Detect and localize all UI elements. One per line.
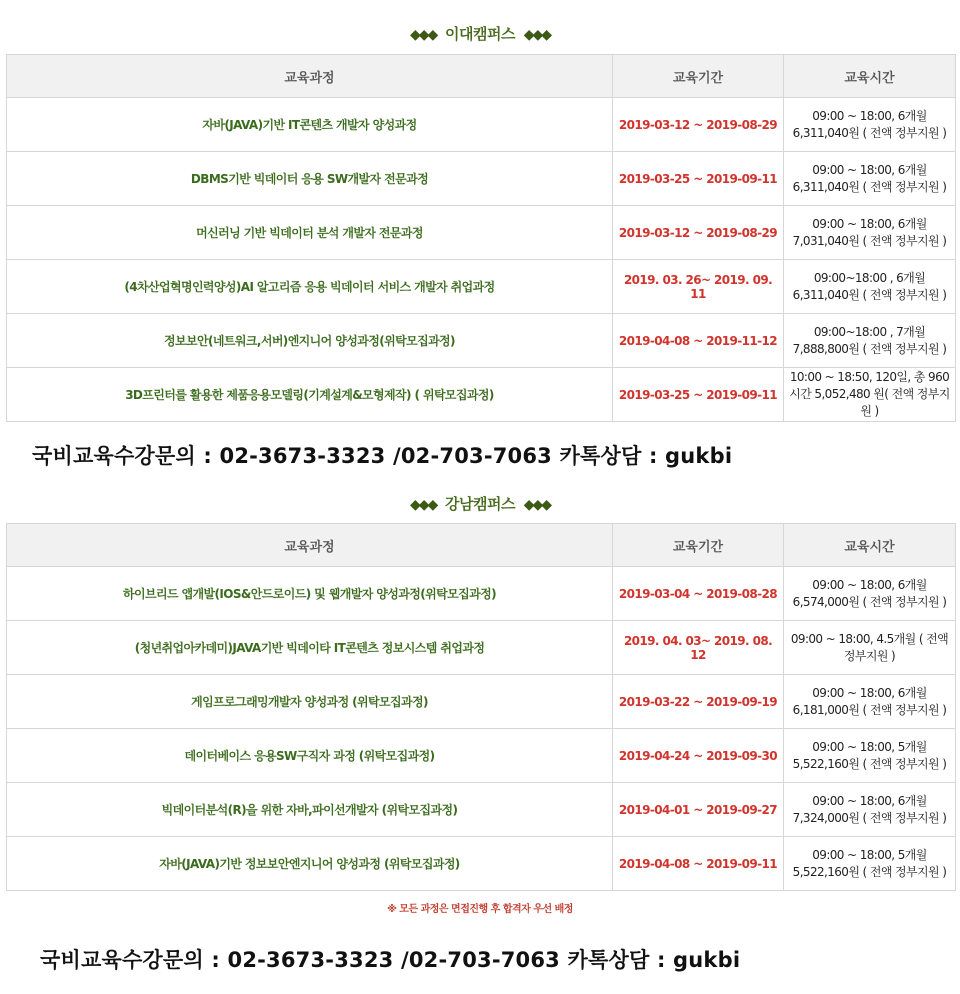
column-header-course: 교육과정	[7, 55, 613, 98]
campus-heading-gangnam	[0, 493, 960, 514]
campus-heading-idae	[0, 23, 960, 44]
table-row	[7, 729, 956, 783]
course-period: 2019-04-01 ~ 2019-09-27	[613, 783, 784, 837]
course-time: 09:00 ~ 18:00, 6개월 6,181,000원 ( 전액 정부지원 )	[784, 675, 956, 729]
course-time: 09:00 ~ 18:00, 5개월 5,522,160원 ( 전액 정부지원 )	[784, 729, 956, 783]
diamond-decoration-icon: ◆◆◆	[409, 27, 437, 43]
course-time: 09:00~18:00 , 7개월 7,888,800원 ( 전액 정부지원 )	[784, 314, 956, 368]
table-row	[7, 837, 956, 891]
table-row	[7, 675, 956, 729]
column-header-time: 교육시간	[784, 55, 956, 98]
course-name: 게임프로그래밍개발자 양성과정 (위탁모집과정)	[7, 675, 613, 729]
table-row	[7, 567, 956, 621]
course-period: 2019-04-24 ~ 2019-09-30	[613, 729, 784, 783]
table-row	[7, 152, 956, 206]
course-time: 09:00 ~ 18:00, 4.5개월 ( 전액 정부지원 )	[784, 621, 956, 675]
course-time: 09:00 ~ 18:00, 6개월 6,311,040원 ( 전액 정부지원 )	[784, 98, 956, 152]
course-name: 하이브리드 앱개발(IOS&안드로이드) 및 웹개발자 양성과정(위탁모집과정)	[7, 567, 613, 621]
campus-title: 강남캠퍼스	[445, 495, 515, 513]
diamond-decoration-icon: ◆◆◆	[523, 27, 551, 43]
course-period: 2019. 04. 03~ 2019. 08. 12	[613, 621, 784, 675]
course-period: 2019-03-25 ~ 2019-09-11	[613, 368, 784, 422]
campus-title: 이대캠퍼스	[445, 25, 515, 43]
course-name: 자바(JAVA)기반 정보보안엔지니어 양성과정 (위탁모집과정)	[7, 837, 613, 891]
course-period: 2019-03-04 ~ 2019-08-28	[613, 567, 784, 621]
course-time: 09:00 ~ 18:00, 6개월 7,031,040원 ( 전액 정부지원 )	[784, 206, 956, 260]
table-row	[7, 783, 956, 837]
course-period: 2019-03-25 ~ 2019-09-11	[613, 152, 784, 206]
course-table-idae	[6, 54, 956, 422]
interview-note: ※ 모든 과정은 면접진행 후 합격자 우선 배정	[387, 904, 573, 915]
column-header-course: 교육과정	[7, 524, 613, 567]
table-header-row	[7, 55, 956, 98]
course-table-gangnam	[6, 523, 956, 891]
course-period: 2019-03-12 ~ 2019-08-29	[613, 206, 784, 260]
course-name: (4차산업혁명인력양성)AI 알고리즘 응용 빅데이터 서비스 개발자 취업과정	[7, 260, 613, 314]
contact-info: 국비교육수강문의 : 02-3673-3323 /02-703-7063 카톡상담 : gukbi	[40, 948, 741, 972]
table-row	[7, 621, 956, 675]
course-time: 09:00 ~ 18:00, 6개월 6,311,040원 ( 전액 정부지원 )	[784, 152, 956, 206]
table-row	[7, 368, 956, 422]
course-name: 3D프린터를 활용한 제품응용모델링(기계설계&모형제작) ( 위탁모집과정)	[7, 368, 613, 422]
course-period: 2019. 03. 26~ 2019. 09. 11	[613, 260, 784, 314]
course-name: 빅데이터분석(R)을 위한 자바,파이선개발자 (위탁모집과정)	[7, 783, 613, 837]
column-header-time: 교육시간	[784, 524, 956, 567]
course-name: 머신러닝 기반 빅데이터 분석 개발자 전문과정	[7, 206, 613, 260]
course-time: 09:00 ~ 18:00, 5개월 5,522,160원 ( 전액 정부지원 )	[784, 837, 956, 891]
table-row	[7, 206, 956, 260]
course-time: 10:00 ~ 18:50, 120일, 총 960시간 5,052,480 원( 전액 정부지원 )	[784, 368, 956, 422]
course-period: 2019-03-22 ~ 2019-09-19	[613, 675, 784, 729]
course-name: DBMS기반 빅데이터 응용 SW개발자 전문과정	[7, 152, 613, 206]
diamond-decoration-icon: ◆◆◆	[409, 497, 437, 513]
table-header-row	[7, 524, 956, 567]
table-row	[7, 98, 956, 152]
course-name: 데이터베이스 응용SW구직자 과정 (위탁모집과정)	[7, 729, 613, 783]
column-header-period: 교육기간	[613, 55, 784, 98]
course-time: 09:00 ~ 18:00, 6개월 7,324,000원 ( 전액 정부지원 )	[784, 783, 956, 837]
contact-info: 국비교육수강문의 : 02-3673-3323 /02-703-7063 카톡상담 : gukbi	[32, 444, 733, 468]
diamond-decoration-icon: ◆◆◆	[523, 497, 551, 513]
course-name: (청년취업아카데미)JAVA기반 빅데이타 IT콘텐츠 정보시스템 취업과정	[7, 621, 613, 675]
course-period: 2019-04-08 ~ 2019-11-12	[613, 314, 784, 368]
course-name: 정보보안(네트워크,서버)엔지니어 양성과정(위탁모집과정)	[7, 314, 613, 368]
table-row	[7, 260, 956, 314]
course-time: 09:00 ~ 18:00, 6개월 6,574,000원 ( 전액 정부지원 )	[784, 567, 956, 621]
course-period: 2019-03-12 ~ 2019-08-29	[613, 98, 784, 152]
table-row	[7, 314, 956, 368]
course-name: 자바(JAVA)기반 IT콘텐츠 개발자 양성과정	[7, 98, 613, 152]
column-header-period: 교육기간	[613, 524, 784, 567]
course-time: 09:00~18:00 , 6개월 6,311,040원 ( 전액 정부지원 )	[784, 260, 956, 314]
course-period: 2019-04-08 ~ 2019-09-11	[613, 837, 784, 891]
